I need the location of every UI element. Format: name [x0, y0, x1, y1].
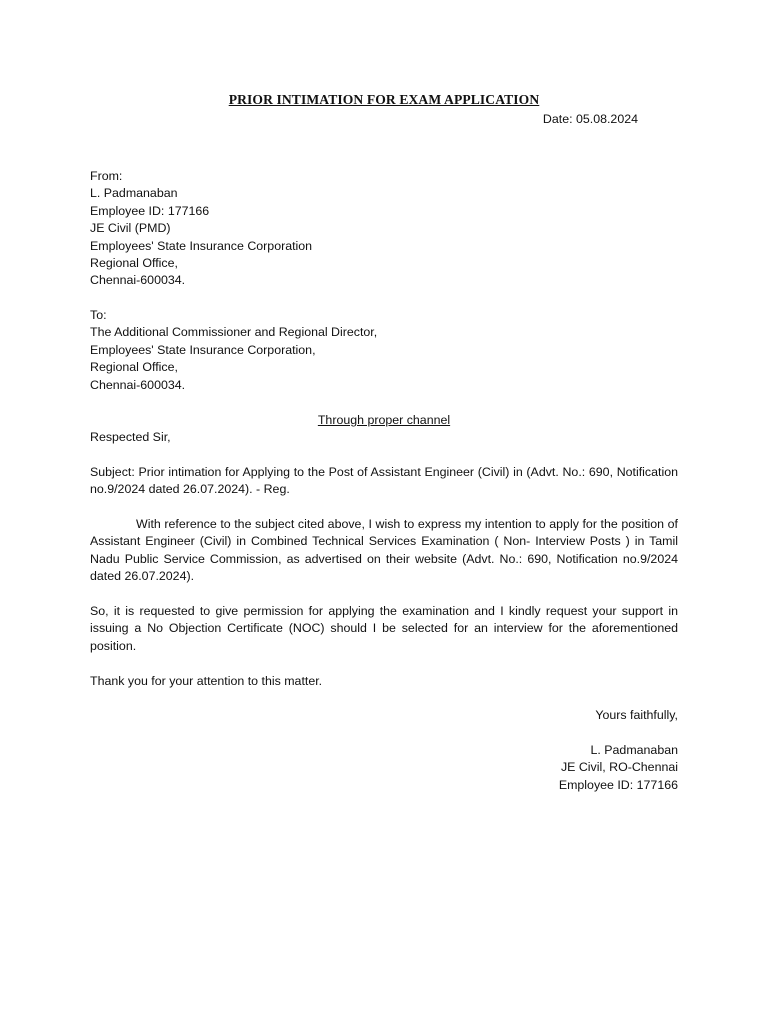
body-paragraph-2-text: So, it is requested to give permission for applying the examination and I kindly request your support in issuing a No Objection Certificate (NOC) should I be selected for an interview for the aforementioned position.	[90, 604, 678, 653]
body-paragraph-1	[90, 516, 678, 586]
body-paragraph-2	[90, 603, 678, 655]
sender-employee-id: Employee ID: 177166	[90, 203, 210, 218]
thanks-line: Thank you for your attention to this matter.	[90, 674, 323, 688]
closing-phrase: Yours faithfully,	[595, 708, 678, 722]
body-paragraph-1-text: With reference to the subject cited above, I wish to express my intention to apply for the position of Assistant Engineer (Civil) in Combined Technical Services Examination ( Non- Interview Posts ) in Tamil Nadu Public Service Commission, as advertised on their website (Advt. No.: 690, Notification no.9/2024 dated 26.07.2024).	[90, 517, 678, 584]
signature-name: L. Padmanaban	[590, 743, 678, 757]
sender-city: Chennai-600034.	[90, 273, 186, 288]
recipient-city: Chennai-600034.	[90, 377, 186, 392]
signature-block	[559, 742, 678, 794]
to-address-block	[90, 307, 678, 394]
sender-office: Regional Office,	[90, 256, 178, 271]
document-title: PRIOR INTIMATION FOR EXAM APPLICATION	[228, 92, 540, 107]
recipient-office: Regional Office,	[90, 360, 178, 375]
from-address-block	[90, 168, 678, 290]
recipient-organization: Employees' State Insurance Corporation,	[90, 342, 316, 357]
recipient-title: The Additional Commissioner and Regional Director,	[90, 325, 378, 340]
through-channel-note: Through proper channel	[317, 413, 451, 427]
letter-date: Date: 05.08.2024	[542, 112, 638, 126]
signature-employee-id: Employee ID: 177166	[558, 777, 678, 792]
salutation: Respected Sir,	[90, 430, 171, 444]
signature-designation: JE Civil, RO-Chennai	[560, 760, 678, 775]
sender-organization: Employees' State Insurance Corporation	[90, 238, 313, 253]
subject-paragraph	[90, 464, 678, 499]
subject-text: Subject: Prior intimation for Applying to the Post of Assistant Engineer (Civil) in (Advt. No.: 690, Notification no.9/2024 dated 26.07.2024). - Reg.	[90, 465, 678, 497]
from-label: From:	[90, 169, 123, 183]
sender-designation: JE Civil (PMD)	[90, 221, 171, 236]
sender-name: L. Padmanaban	[90, 186, 178, 201]
to-label: To:	[90, 308, 107, 322]
